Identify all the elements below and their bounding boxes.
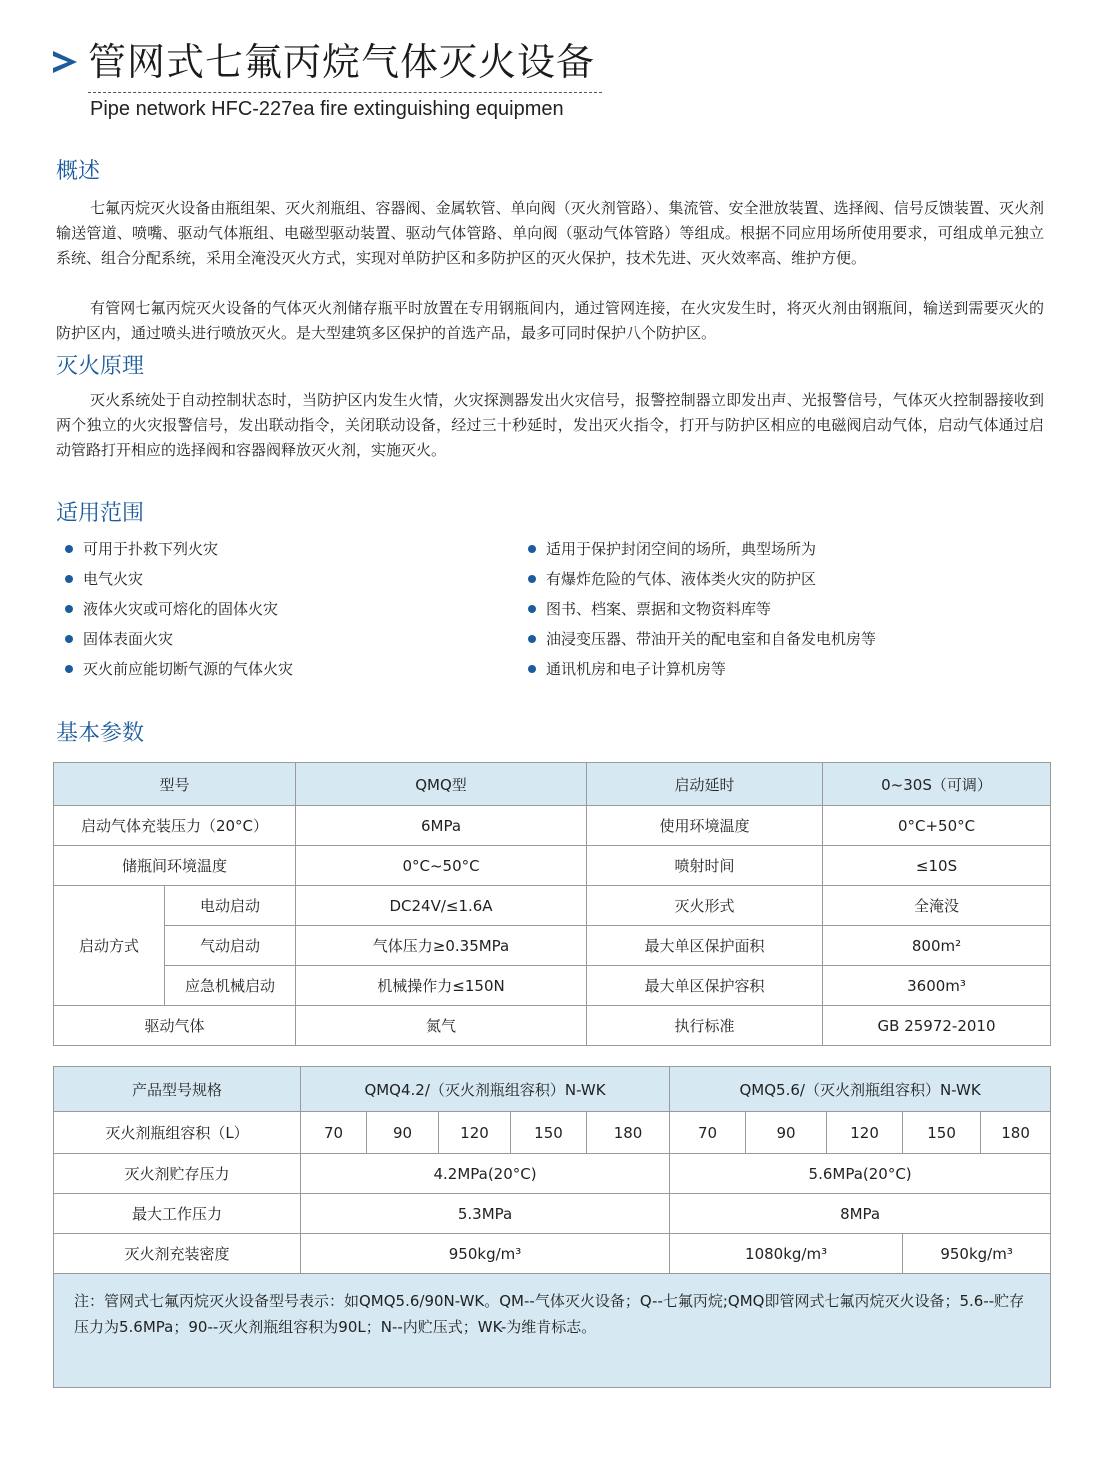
table-cell: 喷射时间 <box>587 846 823 886</box>
list-item: 有爆炸危险的气体、液体类火灾的防护区 <box>518 564 876 594</box>
bullet-icon <box>65 545 73 553</box>
list-item: 液体火灾或可熔化的固体火灾 <box>55 594 293 624</box>
table-cell: DC24V/≤1.6A <box>296 886 587 926</box>
table-cell: 全淹没 <box>823 886 1051 926</box>
table-cell: 启动延时 <box>587 763 823 806</box>
table-cell: 灭火形式 <box>587 886 823 926</box>
table-cell: 最大工作压力 <box>54 1194 301 1234</box>
table-cell: 5.6MPa(20°C) <box>670 1154 1051 1194</box>
table-row <box>54 806 1051 846</box>
bullet-icon <box>528 575 536 583</box>
list-item: 固体表面火灾 <box>55 624 293 654</box>
table-cell: 启动方式 <box>54 886 165 1006</box>
table-cell: 8MPa <box>670 1194 1051 1234</box>
table-cell: 氮气 <box>296 1006 587 1046</box>
table-row <box>54 886 1051 926</box>
table-cell: 产品型号规格 <box>54 1067 301 1112</box>
table-cell: 应急机械启动 <box>165 966 296 1006</box>
section-heading-params: 基本参数 <box>56 721 145 746</box>
table-cell: 6MPa <box>296 806 587 846</box>
table-cell: 3600m³ <box>823 966 1051 1006</box>
model-spec-table <box>53 1066 1051 1388</box>
table-cell: 0°C~50°C <box>296 846 587 886</box>
table-cell: QMQ4.2/（灭火剂瓶组容积）N-WK <box>301 1067 670 1112</box>
table-cell: 储瓶间环境温度 <box>54 846 296 886</box>
table-cell: 使用环境温度 <box>587 806 823 846</box>
table-header-row <box>54 1067 1051 1112</box>
scope-list-left <box>55 534 293 684</box>
bullet-icon <box>528 545 536 553</box>
table-cell: 950kg/m³ <box>903 1234 1051 1274</box>
table-cell: 150 <box>903 1112 981 1154</box>
table-cell: 灭火剂瓶组容积（L） <box>54 1112 301 1154</box>
table-cell: 启动气体充装压力（20°C） <box>54 806 296 846</box>
table-cell: 0°C+50°C <box>823 806 1051 846</box>
list-item: 油浸变压器、带油开关的配电室和自备发电机房等 <box>518 624 876 654</box>
table-cell: GB 25972-2010 <box>823 1006 1051 1046</box>
table-cell: 电动启动 <box>165 886 296 926</box>
basic-params-table <box>53 762 1051 1046</box>
table-cell: 70 <box>301 1112 367 1154</box>
list-item: 可用于扑救下列火灾 <box>55 534 293 564</box>
table-cell: 灭火剂贮存压力 <box>54 1154 301 1194</box>
principle-paragraph: 灭火系统处于自动控制状态时，当防护区内发生火情，火灾探测器发出火灾信号，报警控制器立即发出声、光报警信号，气体灭火控制器接收到两个独立的火灾报警信号，发出联动指令，关闭联动设备，经过三十秒延时，发出灭火指令，打开与防护区相应的电磁阀启动气体，启动气体通过启动管路打开相应的选择阀和容器阀释放灭火剂，实施灭火。 <box>56 391 1044 459</box>
table-cell: 1080kg/m³ <box>670 1234 903 1274</box>
bullet-icon <box>528 605 536 613</box>
bullet-icon <box>65 575 73 583</box>
table-cell: 70 <box>670 1112 746 1154</box>
table-cell: 950kg/m³ <box>301 1234 670 1274</box>
table-cell: 0~30S（可调） <box>823 763 1051 806</box>
table-cell: ≤10S <box>823 846 1051 886</box>
table-cell: 180 <box>981 1112 1051 1154</box>
table-note-row <box>54 1274 1051 1388</box>
table-cell: 150 <box>511 1112 587 1154</box>
bullet-icon <box>528 635 536 643</box>
page-subtitle: Pipe network HFC-227ea fire extinguishing equipmen <box>90 98 564 120</box>
chevron-right-icon <box>50 42 80 82</box>
title-divider <box>88 92 602 93</box>
table-row <box>54 846 1051 886</box>
table-cell: QMQ型 <box>296 763 587 806</box>
list-item: 适用于保护封闭空间的场所，典型场所为 <box>518 534 876 564</box>
table-cell: 120 <box>827 1112 903 1154</box>
table-cell: 120 <box>439 1112 511 1154</box>
overview-paragraph-1: 七氟丙烷灭火设备由瓶组架、灭火剂瓶组、容器阀、金属软管、单向阀（灭火剂管路）、集流管、安全泄放装置、选择阀、信号反馈装置、灭火剂输送管道、喷嘴、驱动气体瓶组、电磁型驱动装置、驱动气体管路、单向阀（驱动气体管路）等组成。根据不同应用场所使用要求，可组成单元独立系统、组合分配系统，采用全淹没灭火方式，实现对单防护区和多防护区的灭火保护，技术先进、灭火效率高、维护方便。 <box>56 199 1044 267</box>
table-row <box>54 966 1051 1006</box>
table-cell: 驱动气体 <box>54 1006 296 1046</box>
table-cell: 气动启动 <box>165 926 296 966</box>
table-row <box>54 1006 1051 1046</box>
section-heading-scope: 适用范围 <box>56 501 145 526</box>
overview-paragraph-2: 有管网七氟丙烷灭火设备的气体灭火剂储存瓶平时放置在专用钢瓶间内，通过管网连接，在火灾发生时，将灭火剂由钢瓶间，输送到需要灭火的防护区内，通过喷头进行喷放灭火。是大型建筑多区保护的首选产品，最多可同时保护八个防护区。 <box>56 299 1044 342</box>
table-cell: 5.3MPa <box>301 1194 670 1234</box>
table-cell: QMQ5.6/（灭火剂瓶组容积）N-WK <box>670 1067 1051 1112</box>
table-cell: 最大单区保护容积 <box>587 966 823 1006</box>
table-cell: 800m² <box>823 926 1051 966</box>
page-title: 管网式七氟丙烷气体灭火设备 <box>88 40 596 84</box>
table-cell: 型号 <box>54 763 296 806</box>
bullet-icon <box>65 605 73 613</box>
table-cell: 180 <box>587 1112 670 1154</box>
table-row <box>54 1194 1051 1234</box>
table-row <box>54 1112 1051 1154</box>
bullet-icon <box>65 635 73 643</box>
list-item: 灭火前应能切断气源的气体火灾 <box>55 654 293 684</box>
section-heading-principle: 灭火原理 <box>56 354 145 379</box>
table-cell: 灭火剂充装密度 <box>54 1234 301 1274</box>
list-item: 通讯机房和电子计算机房等 <box>518 654 876 684</box>
table-cell: 90 <box>746 1112 827 1154</box>
bullet-icon <box>528 665 536 673</box>
table-note: 注：管网式七氟丙烷灭火设备型号表示：如QMQ5.6/90N-WK。QM--气体灭火设备；Q--七氟丙烷;QMQ即管网式七氟丙烷灭火设备；5.6--贮存压力为5.6MPa；90--灭火剂瓶组容积为90L；N--内贮压式；WK-为维肯标志。 <box>54 1274 1051 1388</box>
table-row <box>54 1154 1051 1194</box>
bullet-icon <box>65 665 73 673</box>
table-cell: 最大单区保护面积 <box>587 926 823 966</box>
scope-list-right <box>518 534 876 684</box>
list-item: 电气火灾 <box>55 564 293 594</box>
table-row <box>54 926 1051 966</box>
page-header <box>50 36 595 88</box>
table-cell: 气体压力≥0.35MPa <box>296 926 587 966</box>
section-heading-overview: 概述 <box>56 159 101 184</box>
table-header-row <box>54 763 1051 806</box>
table-cell: 机械操作力≤150N <box>296 966 587 1006</box>
table-cell: 90 <box>367 1112 439 1154</box>
table-cell: 执行标准 <box>587 1006 823 1046</box>
table-row <box>54 1234 1051 1274</box>
list-item: 图书、档案、票据和文物资料库等 <box>518 594 876 624</box>
table-cell: 4.2MPa(20°C) <box>301 1154 670 1194</box>
